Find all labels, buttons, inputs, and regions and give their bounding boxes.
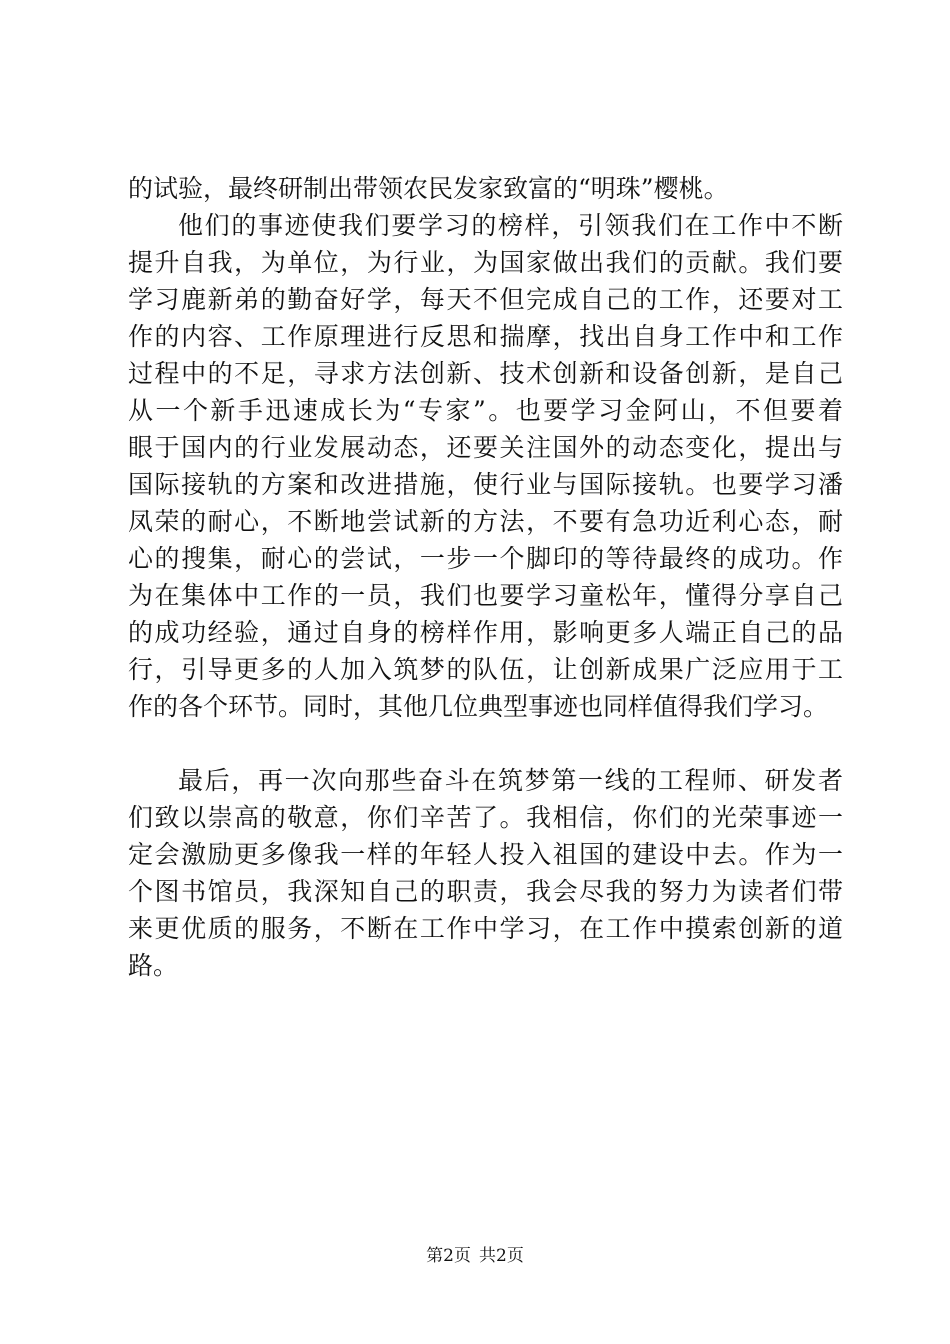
- text-line: 路。: [128, 951, 179, 980]
- document-body: [128, 170, 843, 984]
- text-line: 来更优质的服务，不断在工作中学习，在工作中摸索创新的道: [128, 914, 843, 943]
- text-line: 定会激励更多像我一样的年轻人投入祖国的建设中去。作为一: [128, 840, 843, 869]
- text-line: 从一个新手迅速成长为“专家”。也要学习金阿山，不但要着: [128, 396, 843, 425]
- page-total: 共2页: [479, 1246, 524, 1266]
- text-line: 他们的事迹使我们要学习的榜样，引领我们在工作中不断: [178, 211, 843, 240]
- text-line: 作的内容、工作原理进行反思和揣摩，找出自身工作中和工作: [128, 322, 843, 351]
- text-line: 为在集体中工作的一员，我们也要学习童松年，懂得分享自己: [128, 581, 843, 610]
- text-line: 过程中的不足，寻求方法创新、技术创新和设备创新，是自己: [128, 359, 843, 388]
- page-number: 第2页: [426, 1246, 471, 1266]
- text-line: 提升自我，为单位，为行业，为国家做出我们的贡献。我们要: [128, 248, 843, 277]
- text-line: 个图书馆员，我深知自己的职责，我会尽我的努力为读者们带: [128, 877, 843, 906]
- text-line: 凤荣的耐心，不断地尝试新的方法，不要有急功近利心态，耐: [128, 507, 843, 536]
- text-line: 作的各个环节。同时，其他几位典型事迹也同样值得我们学习。: [128, 692, 829, 721]
- paragraph: [128, 207, 843, 725]
- paragraph-gap: [128, 725, 843, 762]
- page-footer: [0, 1244, 950, 1268]
- text-line: 的试验，最终研制出带领农民发家致富的“明珠”樱桃。: [128, 174, 729, 203]
- text-line: 的成功经验，通过自身的榜样作用，影响更多人端正自己的品: [128, 618, 843, 647]
- text-line: 最后，再一次向那些奋斗在筑梦第一线的工程师、研发者: [178, 766, 843, 795]
- paragraph: [128, 762, 843, 984]
- text-line: 眼于国内的行业发展动态，还要关注国外的动态变化，提出与: [128, 433, 843, 462]
- text-line: 学习鹿新弟的勤奋好学，每天不但完成自己的工作，还要对工: [128, 285, 843, 314]
- text-line: 行，引导更多的人加入筑梦的队伍，让创新成果广泛应用于工: [128, 655, 843, 684]
- text-line: 心的搜集，耐心的尝试，一步一个脚印的等待最终的成功。作: [128, 544, 843, 573]
- text-line: 们致以崇高的敬意，你们辛苦了。我相信，你们的光荣事迹一: [128, 803, 843, 832]
- text-line: 国际接轨的方案和改进措施，使行业与国际接轨。也要学习潘: [128, 470, 843, 499]
- paragraph: [128, 170, 843, 207]
